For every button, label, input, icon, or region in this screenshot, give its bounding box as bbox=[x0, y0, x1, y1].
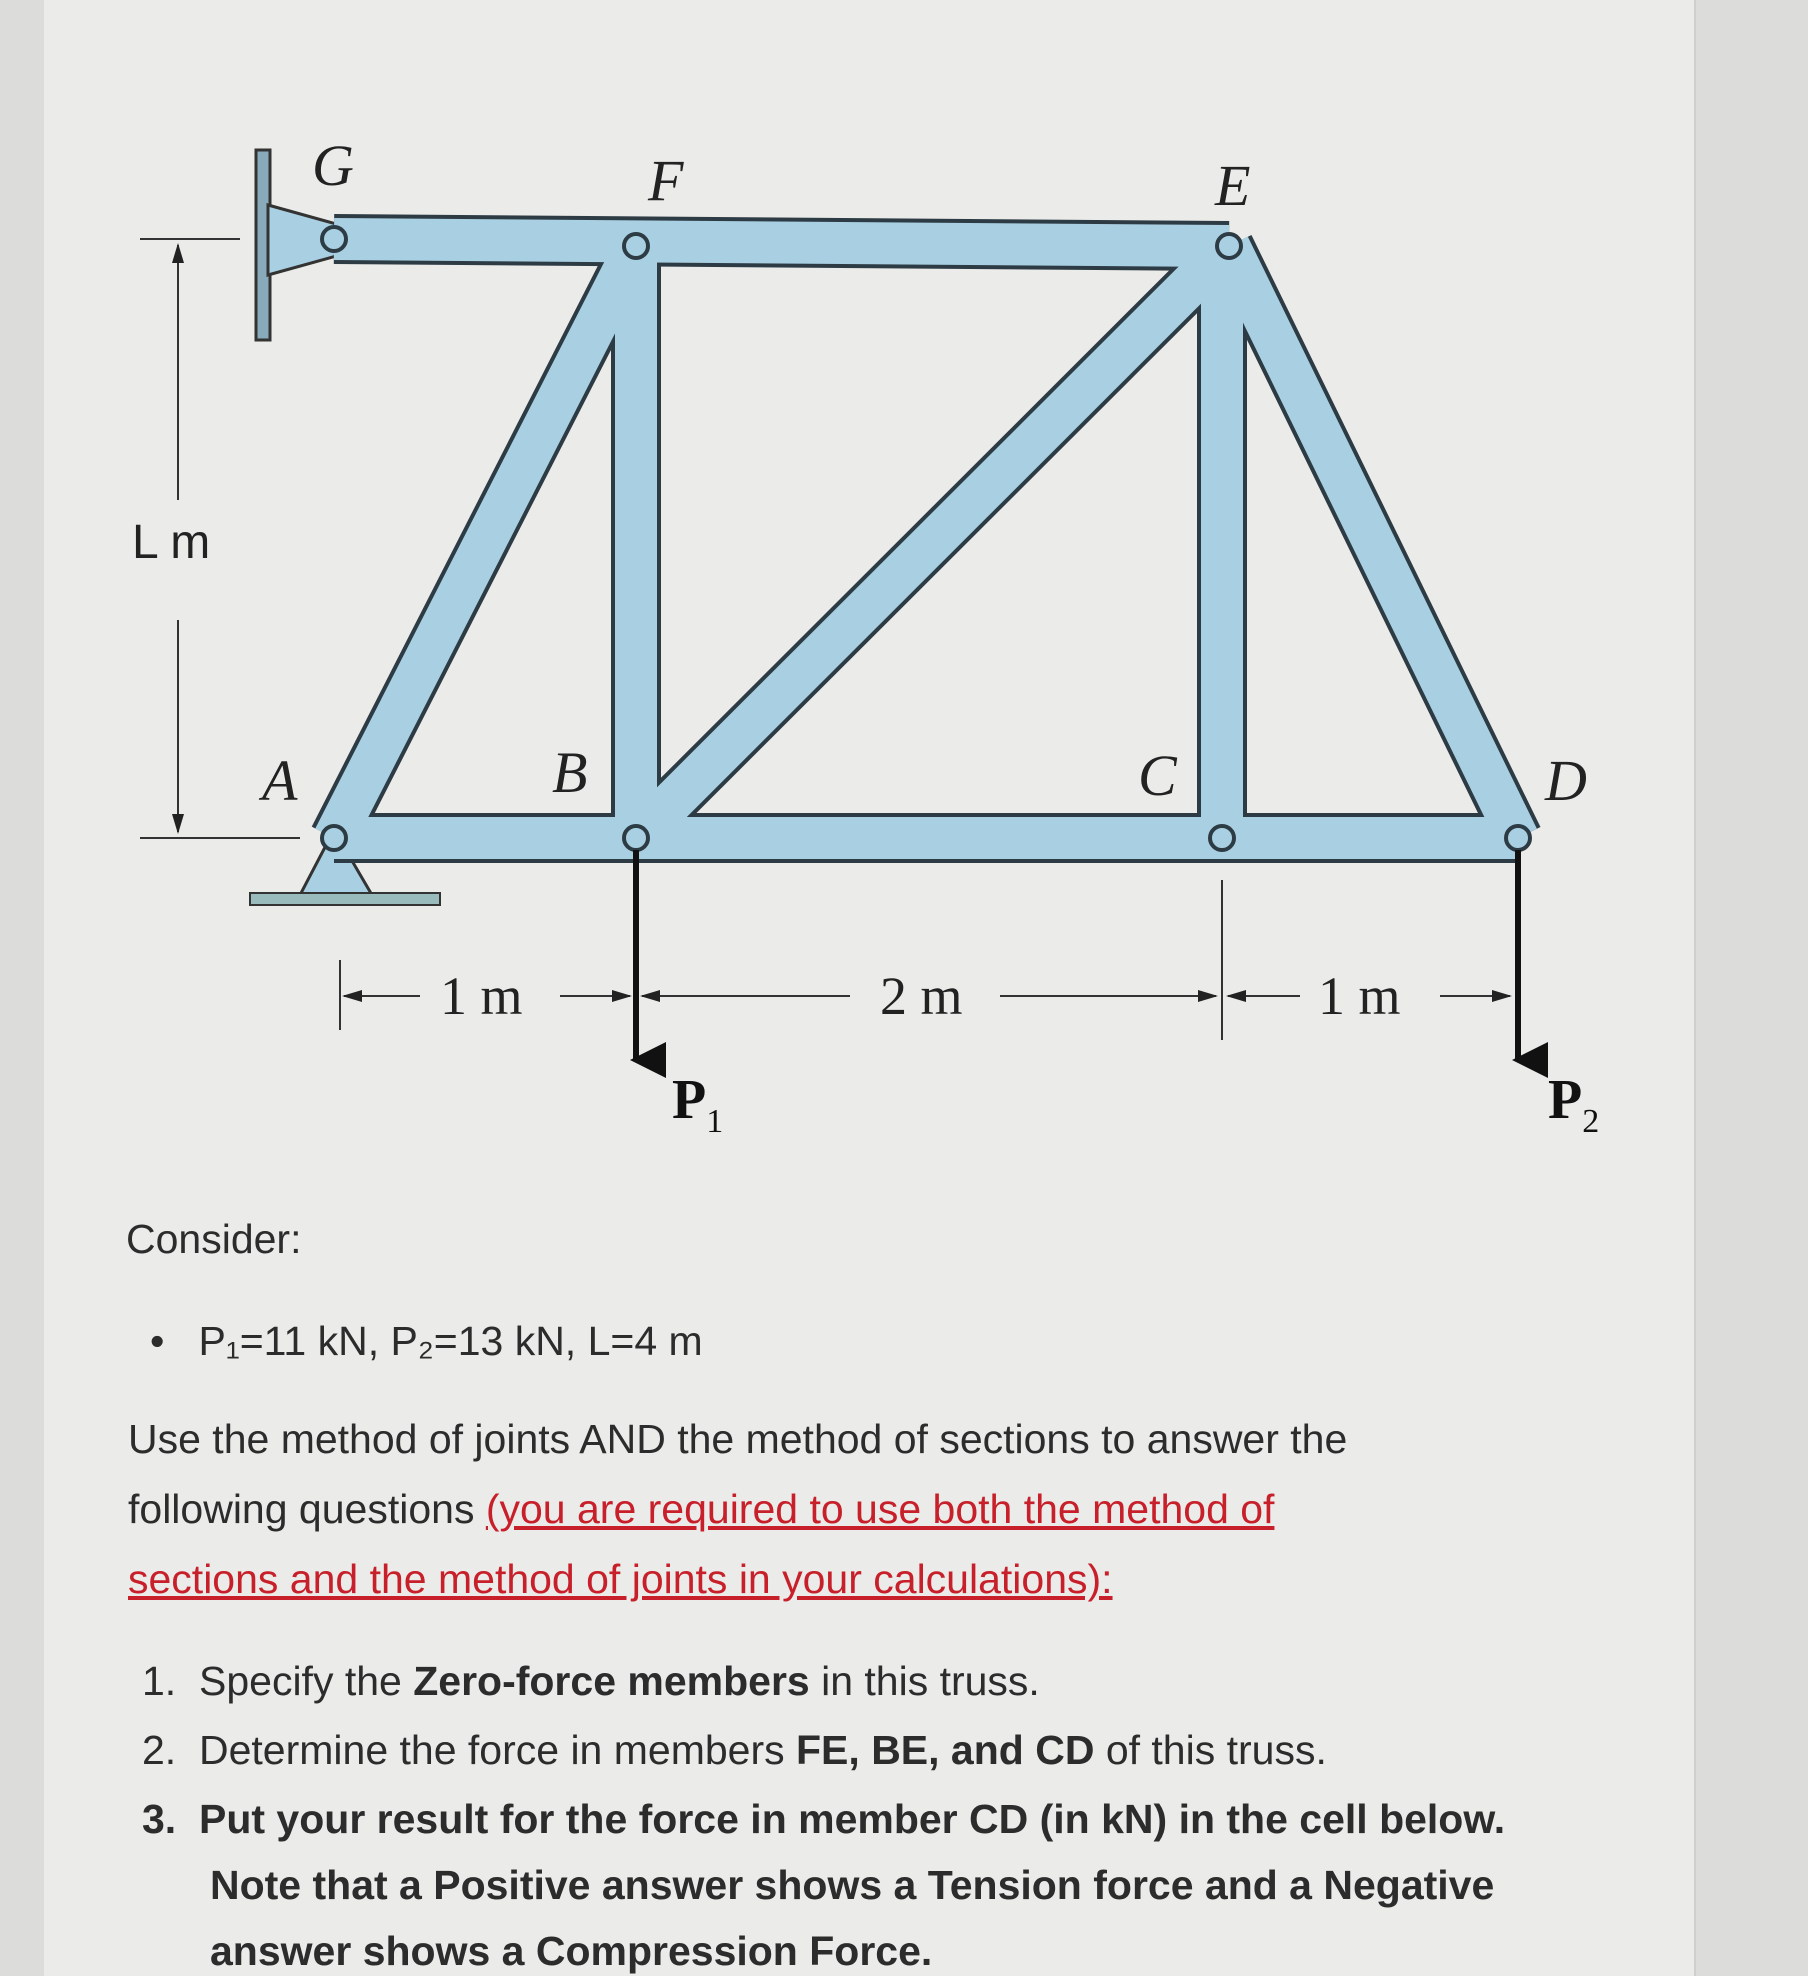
joint-label-e: E bbox=[1215, 153, 1251, 218]
question-3-note: Note that a Positive answer shows a Tension force and a Negative bbox=[210, 1862, 1495, 1908]
dim-ab: 1 m bbox=[440, 966, 523, 1026]
question-1: 1. Specify the Zero-force members in this truss. bbox=[142, 1658, 1040, 1704]
intro-line2: following questions (you are required to use both the method of bbox=[128, 1486, 1275, 1532]
height-label: L m bbox=[132, 516, 211, 569]
joint-label-a: A bbox=[262, 748, 298, 813]
dim-cd: 1 m bbox=[1318, 966, 1401, 1026]
dim-bc: 2 m bbox=[880, 966, 963, 1026]
joint-label-g: G bbox=[312, 133, 354, 198]
load-arrows bbox=[636, 850, 1518, 1060]
load-label-p2: $P_2$ bbox=[1548, 1069, 1600, 1140]
load-label-p1: $P_1$ bbox=[672, 1069, 724, 1140]
requirement-line: sections and the method of joints in your calculations): bbox=[128, 1556, 1113, 1602]
joint-label-b: B bbox=[552, 740, 588, 805]
joint-label-d: D bbox=[1545, 748, 1587, 813]
joint-label-c: C bbox=[1138, 743, 1177, 808]
given-values: • P₁=11 kN, P₂=13 kN, L=4 m bbox=[150, 1318, 703, 1364]
intro-line1: Use the method of joints AND the method of sections to answer the bbox=[128, 1416, 1348, 1462]
joint-label-f: F bbox=[648, 148, 684, 213]
question-3-note-2: answer shows a Compression Force. bbox=[210, 1928, 933, 1974]
question-2: 2. Determine the force in members FE, BE, and CD of this truss. bbox=[142, 1727, 1327, 1773]
question-3: 3. Put your result for the force in member CD (in kN) in the cell below. bbox=[142, 1796, 1506, 1842]
consider-heading: Consider: bbox=[126, 1216, 302, 1262]
truss-members bbox=[322, 227, 1530, 850]
